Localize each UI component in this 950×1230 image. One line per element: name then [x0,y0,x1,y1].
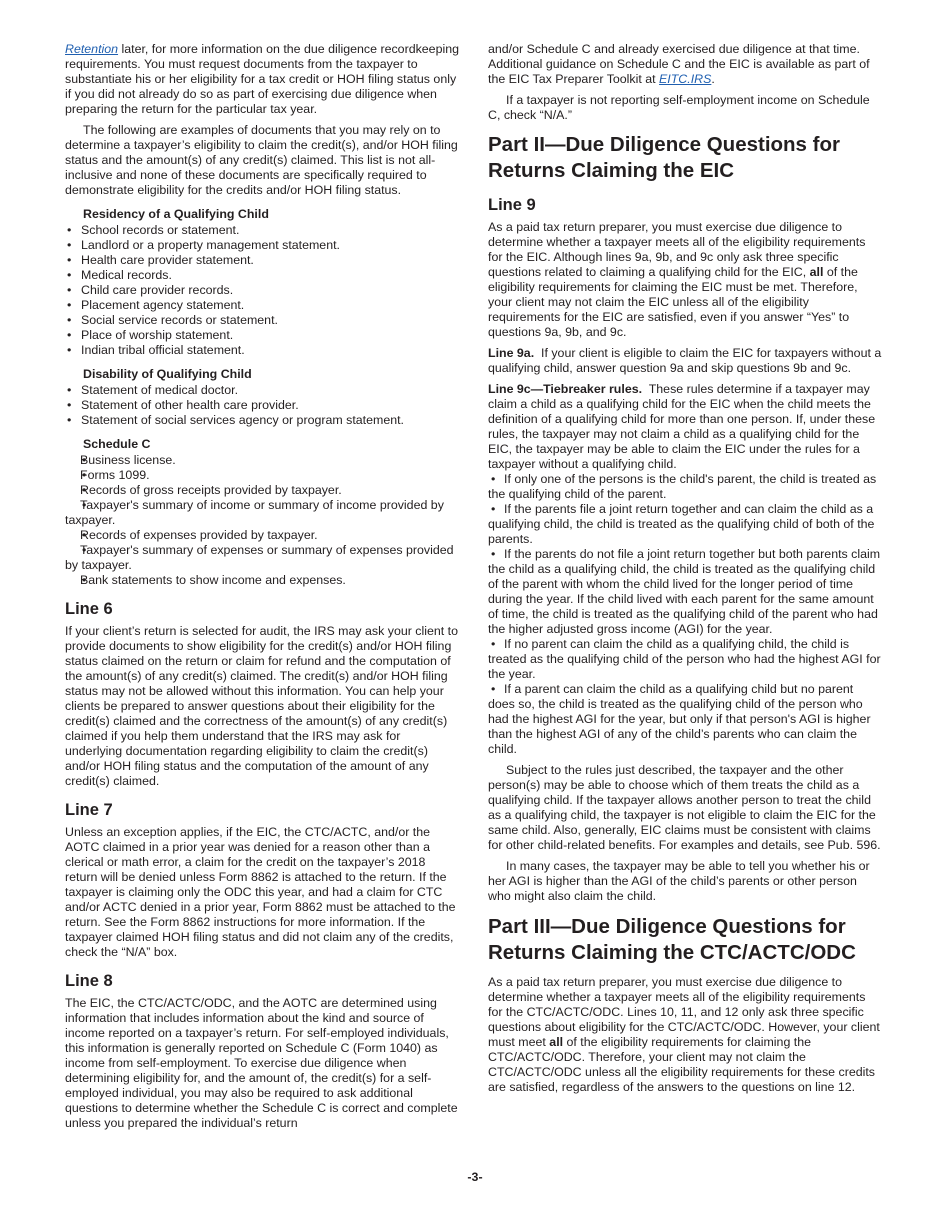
continuation-paragraph: and/or Schedule C and already exercised due diligence at that time. Additional guidance on Schedule C and the EIC is available as part of the EIC Tax Preparer Toolkit at EITC.IRS. [488,42,870,86]
disability-list [65,383,460,428]
eitc-irs-link[interactable]: EITC.IRS [659,72,712,86]
line-7-heading: Line 7 [65,801,113,819]
residency-heading: Residency of a Qualifying Child [83,207,269,221]
line-9a-label: Line 9a. [488,346,535,360]
page-number: -3- [467,1170,483,1184]
part-3-heading [488,914,883,966]
list-item: • Social service records or statement. [65,313,460,328]
list-item: • Statement of social services agency or program statement. [65,413,460,428]
disability-heading: Disability of Qualifying Child [83,367,252,381]
cases-paragraph: In many cases, the taxpayer may be able to tell you whether his or her AGI is higher than the AGI of the child’s parents or other person who might also claim the child. [488,859,870,903]
part-2-heading [488,132,883,184]
list-item: • Statement of other health care provider. [65,398,460,413]
rule-item: • If the parents file a joint return together and can claim the child as a qualifying child, the child is treated as the qualifying child of both of the parents. [488,502,875,546]
part-3-heading-line-2: Returns Claiming the CTC/ACTC/ODC [488,941,856,964]
list-item: • Forms 1099. [65,468,460,483]
rule-item: • If only one of the persons is the child's parent, the child is treated as the qualifying child of the parent. [488,472,877,501]
rule-item: • If no parent can claim the child as a qualifying child, the child is treated as the qualifying child of the person who had the highest AGI for the year. [488,637,881,681]
rule-item: • If the parents do not file a joint return together but both parents claim the child as a qualifying child, the child is treated as the qualifying child of the parent with whom the child lived for the longer period of time during the year. If the child lived with each parent for the same amount of time, the child is treated as the qualifying child of the parent who had the higher adjusted gross income (AGI) for the year. [488,547,881,636]
line-8-heading: Line 8 [65,972,113,990]
list-item: • Indian tribal official statement. [65,343,460,358]
list-item: • Records of expenses provided by taxpayer. [65,528,460,543]
list-item: • Records of gross receipts provided by taxpayer. [65,483,460,498]
schedule-c-heading: Schedule C [83,437,151,451]
list-item: • Bank statements to show income and expenses. [65,573,460,588]
right-column [488,42,883,1101]
list-item: • Landlord or a property management statement. [65,238,460,253]
line-9a-paragraph: Line 9a. If your client is eligible to claim the EIC for taxpayers without a qualifying child, answer question 9a and skip questions 9b and 9c. [488,346,882,375]
list-item: • Taxpayer's summary of income or summary of income provided by taxpayer. [65,498,460,528]
list-item: • Placement agency statement. [65,298,460,313]
part-2-heading-line-1: Part II—Due Diligence Questions for [488,133,840,156]
list-item: • Medical records. [65,268,460,283]
line-9-heading: Line 9 [488,196,536,214]
line-7-text: Unless an exception applies, if the EIC, the CTC/ACTC, and/or the AOTC claimed in a prior year was denied for a reason other than a clerical or math error, a claim for the credit on the taxpayer’s 2018 return will be denied unless Form 8862 is attached to the return. If the taxpayer is claiming only the ODC this year, and had a claim for CTC and/or ACTC denied in a prior year, Form 8862 must be attached to the return. See the Form 8862 instructions for more information. If the taxpayer claimed HOH filing status and did not claim any of the credits, check the “N/A” box. [65,825,456,959]
line-9-text: As a paid tax return preparer, you must exercise due diligence to determine whether a taxpayer meets all of the eligibility requirements for the EIC. Although lines 9a, 9b, and 9c only ask three specific questions related to claiming a qualifying child for the EIC, all of the eligibility requirements for claiming the EIC must be met. Therefore, your client may not claim the EIC unless all of the eligibility requirements for the EIC are satisfied, even if you answer “Yes” to questions 9a, 9b, and 9c. [488,220,866,339]
list-item: • Business license. [65,453,460,468]
list-item: • School records or statement. [65,223,460,238]
examples-paragraph: The following are examples of documents that you may rely on to determine a taxpayer’s eligibility to claim the credit(s), and/or HOH filing status and the amount(s) of any credit(s) claimed. This list is not all-inclusive and none of these documents are specifically required to demonstrate eligibility for the credits and/or HOH filing status. [65,123,458,197]
list-item: • Health care provider statement. [65,253,460,268]
na-paragraph: If a taxpayer is not reporting self-employment income on Schedule C, check “N/A.” [488,93,870,122]
intro-paragraph: Retention later, for more information on the due diligence recordkeeping requirements. You must request documents from the taxpayer to substantiate his or her eligibility for a tax credit or HOH filing status only if you did not already do so as part of exercising due diligence when preparing the return for the particular tax year. [65,42,459,116]
list-item: • Statement of medical doctor. [65,383,460,398]
subject-paragraph: Subject to the rules just described, the taxpayer and the other person(s) may be able to choose which of them treats the child as a qualifying child. If the taxpayer allows another person to treat the child as a qualifying child, the taxpayer is not eligible to claim the EIC for the same child. Also, generally, EIC claims must be consistent with claims for other child-related benefits. For examples and details, see Pub. 596. [488,763,881,852]
retention-link[interactable]: Retention [65,42,119,56]
line-9c-paragraph: Line 9c—Tiebreaker rules. These rules determine if a taxpayer may claim a child as a qualifying child for the EIC when the child meets the definition of a qualifying child for more than one person. If, under these rules, the taxpayer may not claim a child as a qualifying child for the EIC, the taxpayer may be able to claim the EIC under the rules for a taxpayer without a qualifying child. [488,382,876,471]
line-6-text: If your client’s return is selected for audit, the IRS may ask your client to provide documents to show eligibility for the credit(s) and/or HOH filing status claimed on the return or claim for refund and the computation of the amount(s) of any credit(s) claimed. The credit(s) and/or HOH filing status may not be allowed without this information. You can help your clients be prepared to answer questions about their eligibility for the credit(s) claimed and the correctness of the amount(s) of any credit(s) claimed if you help them understand that the IRS may ask for underlying documentation regarding eligibility to claim the credit(s) and/or HOH filing status and the computation of the amount of any credit(s) claimed. [65,624,459,788]
part-3-heading-line-1: Part III—Due Diligence Questions for [488,915,846,938]
residency-list [65,223,460,358]
line-8-text: The EIC, the CTC/ACTC/ODC, and the AOTC are determined using information that includes information about the kind and source of income reported on a taxpayer’s return. For self-employed individuals, this information is generally reported on Schedule C (Form 1040) as income from self-employment. To exercise due diligence when determining eligibility for, and the amount of, the credit(s) for a self-employed individual, you may also be required to ask additional questions to determine whether the Schedule C is correct and complete unless you prepared the individual’s return [65,996,458,1130]
list-item: • Child care provider records. [65,283,460,298]
rule-item: • If a parent can claim the child as a qualifying child but no parent does so, the child is treated as the qualifying child of the person who had the highest AGI for the year, but only if that person's AGI is higher than the highest AGI of any of the child’s parents who can claim the child. [488,682,871,756]
part-2-heading-line-2: Returns Claiming the EIC [488,159,735,182]
line-9c-label: Line 9c—Tiebreaker rules. [488,382,643,396]
schedule-c-list [65,453,460,588]
part-3-text: As a paid tax return preparer, you must exercise due diligence to determine whether a taxpayer meets all of the eligibility requirements for the CTC/ACTC/ODC. Lines 10, 11, and 12 only ask three specific questions about eligibility for the CTC/ACTC/ODC. However, your client must meet all of the eligibility requirements for claiming the CTC/ACTC/ODC. Therefore, your client may not claim the CTC/ACTC/ODC unless all the eligibility requirements for these credits are satisfied, regardless of the answers to the questions on line 12. [488,975,880,1094]
list-item: • Taxpayer's summary of expenses or summary of expenses provided by taxpayer. [65,543,460,573]
line-6-heading: Line 6 [65,600,113,618]
list-item: • Place of worship statement. [65,328,460,343]
left-column [65,42,460,1137]
